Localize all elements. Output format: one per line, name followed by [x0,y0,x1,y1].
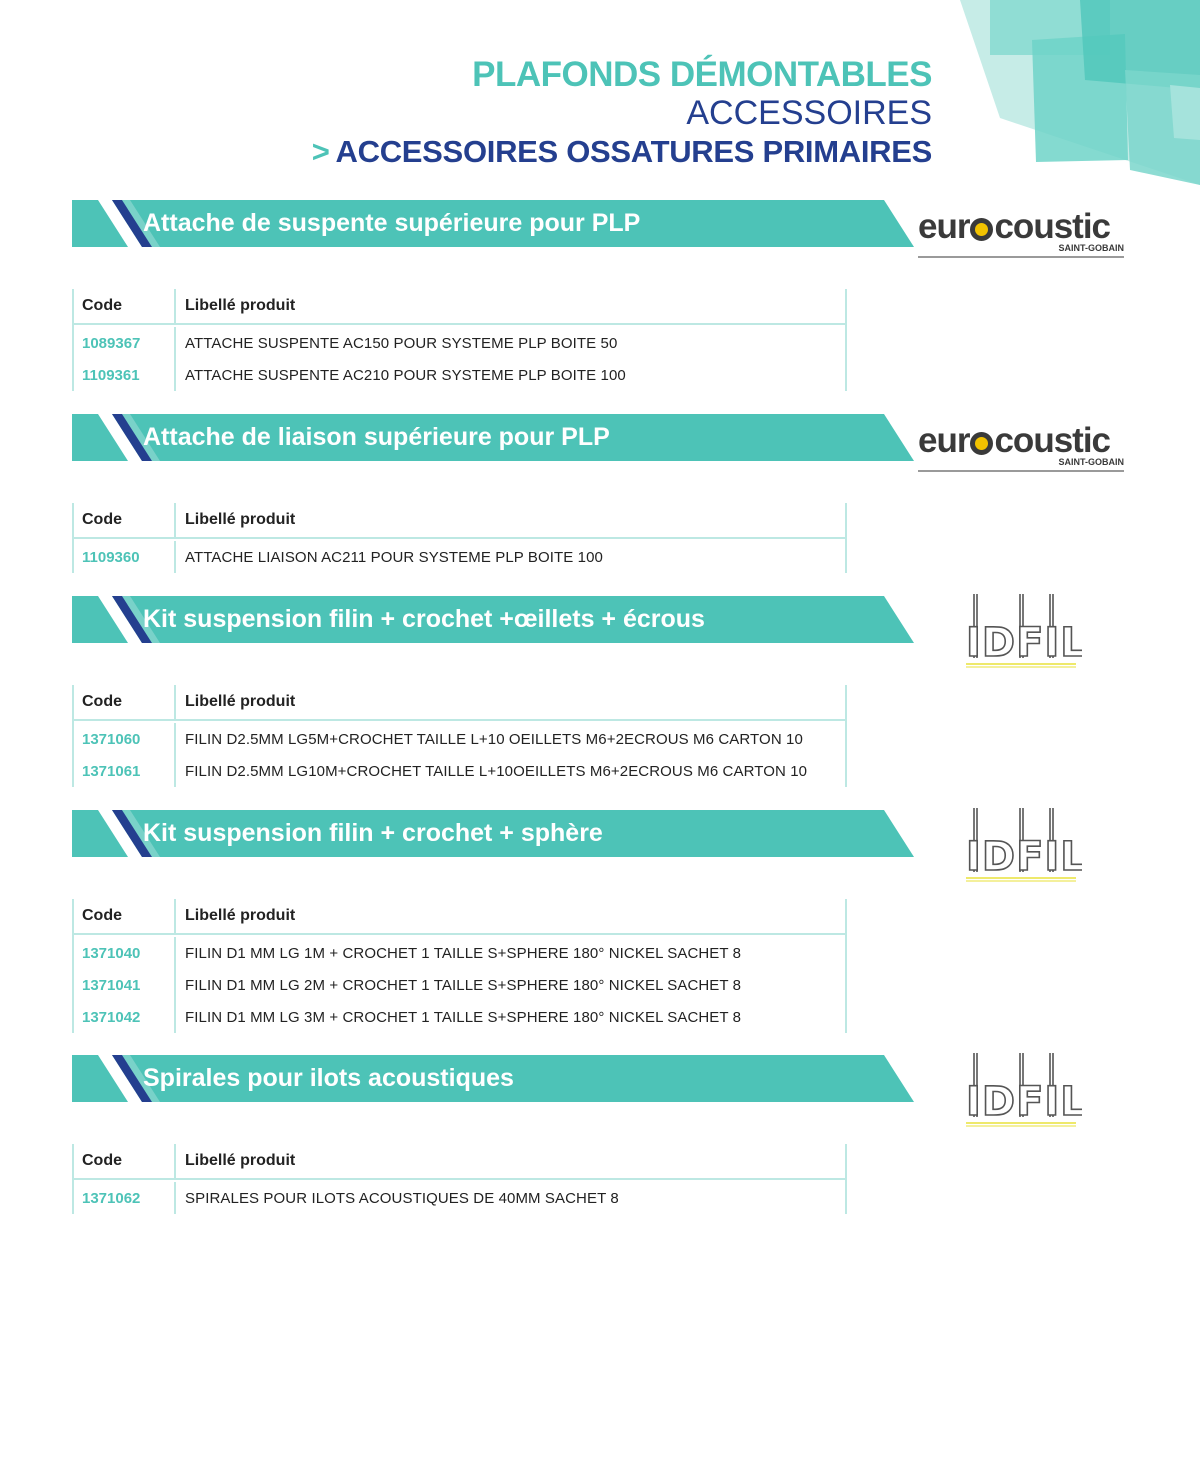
product-label: FILIN D1 MM LG 2M + CROCHET 1 TAILLE S+SPHERE 180° NICKEL SACHET 8 [174,969,845,1001]
header-code: Code [82,297,122,314]
header-label: Libellé produit [174,1144,845,1178]
section-banner [72,596,914,643]
logo-text-left: eur [918,421,970,460]
table-row [74,969,845,1001]
header-label: Libellé produit [174,289,845,323]
idfil-logo [960,592,1082,672]
eurocoustic-logo [918,208,1128,260]
product-label: SPIRALES POUR ILOTS ACOUSTIQUES DE 40MM SACHET 8 [174,1182,845,1214]
product-label: ATTACHE SUSPENTE AC210 POUR SYSTEME PLP BOITE 100 [174,359,845,391]
product-code: 1109361 [82,366,140,384]
product-table [72,685,847,787]
eurocoustic-logo [918,422,1128,474]
table-header [74,899,845,935]
eurocoustic-wordmark [918,208,1128,246]
header-category: PLAFONDS DÉMONTABLES [472,55,932,94]
logo-text-right: coustic [994,207,1111,246]
product-label: FILIN D2.5MM LG5M+CROCHET TAILLE L+10 OEILLETS M6+2ECROUS M6 CARTON 10 [174,723,845,755]
table-row [74,723,845,755]
product-code: 1371041 [82,976,141,994]
table-row [74,1001,845,1033]
header-label: Libellé produit [174,685,845,719]
table-row [74,541,845,573]
section-title: Attache de liaison supérieure pour PLP [143,423,610,451]
product-table [72,1144,847,1214]
table-header [74,503,845,539]
idfil-wordmark: IDFIL [966,620,1082,666]
section-banner [72,414,914,461]
table-row [74,755,845,787]
logo-text-left: eur [918,207,970,246]
corner-decoration [960,0,1200,190]
table-row [74,359,845,391]
idfil-wordmark: IDFIL [966,1079,1082,1125]
header-section [312,132,932,172]
section-banner [72,200,914,247]
header-arrow: > [311,134,330,169]
logo-underline [918,470,1124,472]
eurocoustic-wordmark [918,422,1128,460]
header-label: Libellé produit [174,899,845,933]
header-label: Libellé produit [174,503,845,537]
idfil-logo [960,806,1082,886]
header-code: Code [82,1152,122,1169]
header-code: Code [82,511,122,528]
header-code: Code [82,693,122,710]
section-title: Kit suspension filin + crochet +œillets + écrous [143,605,705,633]
logo-text-right: coustic [994,421,1111,460]
logo-dot-icon [970,218,993,241]
logo-underline [918,256,1124,258]
product-table [72,899,847,1033]
section-title: Kit suspension filin + crochet + sphère [143,819,603,847]
idfil-wordmark: IDFIL [966,834,1082,880]
table-row [74,327,845,359]
product-label: ATTACHE SUSPENTE AC150 POUR SYSTEME PLP BOITE 50 [174,327,845,359]
table-row [74,937,845,969]
page-header [312,56,932,172]
section-title: Attache de suspente supérieure pour PLP [143,209,641,237]
table-row [74,1182,845,1214]
corner-shapes [960,0,1200,190]
eurocoustic-subtitle: SAINT-GOBAIN [1058,243,1124,253]
table-header [74,289,845,325]
product-label: FILIN D2.5MM LG10M+CROCHET TAILLE L+10OEILLETS M6+2ECROUS M6 CARTON 10 [174,755,845,787]
product-table [72,289,847,391]
idfil-logo [960,1051,1082,1131]
product-table [72,503,847,573]
product-code: 1371042 [82,1008,141,1026]
product-code: 1371040 [82,944,141,962]
product-label: FILIN D1 MM LG 1M + CROCHET 1 TAILLE S+SPHERE 180° NICKEL SACHET 8 [174,937,845,969]
eurocoustic-subtitle: SAINT-GOBAIN [1058,457,1124,467]
idfil-logo-mark [960,806,1082,886]
idfil-logo-mark [960,1051,1082,1131]
section-title: Spirales pour ilots acoustiques [143,1064,514,1092]
product-code: 1371060 [82,730,141,748]
logo-dot-icon [970,432,993,455]
section-banner [72,810,914,857]
product-code: 1371061 [82,762,141,780]
header-code: Code [82,907,122,924]
table-header [74,685,845,721]
idfil-logo-mark [960,592,1082,672]
product-label: ATTACHE LIAISON AC211 POUR SYSTEME PLP BOITE 100 [174,541,845,573]
table-header [74,1144,845,1180]
header-section-label: ACCESSOIRES OSSATURES PRIMAIRES [335,134,932,169]
product-code: 1089367 [82,334,141,352]
product-code: 1109360 [82,548,140,566]
header-subcategory: ACCESSOIRES [686,94,932,132]
section-banner [72,1055,914,1102]
product-label: FILIN D1 MM LG 3M + CROCHET 1 TAILLE S+SPHERE 180° NICKEL SACHET 8 [174,1001,845,1033]
product-code: 1371062 [82,1189,141,1207]
